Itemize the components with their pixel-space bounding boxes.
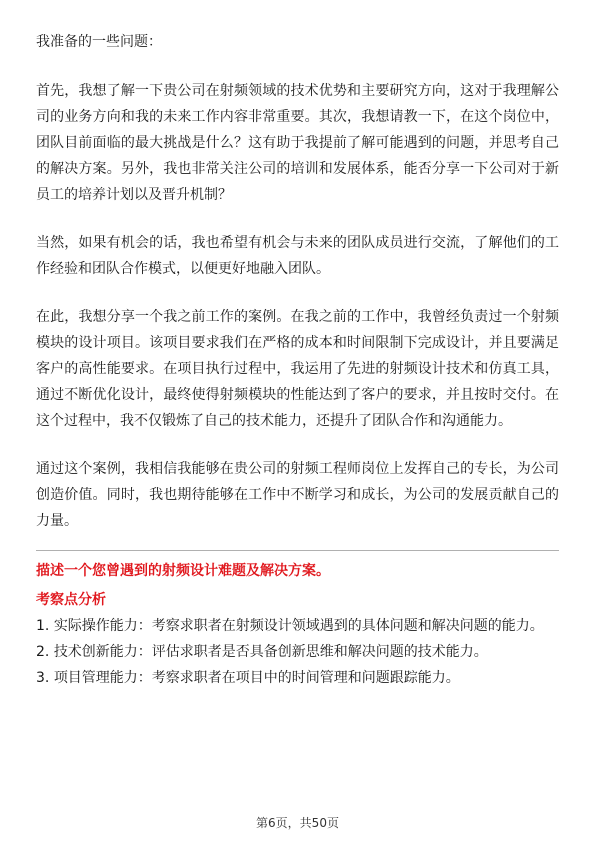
list-item-text: 技术创新能力：评估求职者是否具备创新思维和解决问题的技术能力。 [53, 644, 488, 660]
analysis-list [36, 613, 559, 691]
list-item-text: 项目管理能力：考察求职者在项目中的时间管理和问题跟踪能力。 [53, 670, 460, 686]
list-item [36, 613, 559, 639]
paragraph-questions: 首先，我想了解一下贵公司在射频领域的技术优势和主要研究方向，这对于我理解公司的业务方向和我的未来工作内容非常重要。其次，我想请教一下，在这个岗位中，团队目前面临的最大挑战是什么？这有助于我提前了解可能遇到的问题，并思考自己的解决方案。另外，我也非常关注公司的培训和发展体系，能否分享一下公司对于新员工的培养计划以及晋升机制？ [36, 83, 559, 203]
analysis-title: 考察点分析 [36, 592, 106, 608]
document-page [36, 30, 559, 691]
paragraph-team: 当然，如果有机会的话，我也希望有机会与未来的团队成员进行交流，了解他们的工作经验和团队合作模式，以便更好地融入团队。 [36, 235, 559, 277]
list-item-text: 实际操作能力：考察求职者在射频设计领域遇到的具体问题和解决问题的能力。 [53, 618, 544, 634]
intro-line: 我准备的一些问题： [36, 34, 162, 50]
list-item-number: 3. [36, 670, 54, 686]
section-divider [36, 550, 559, 551]
list-item [36, 665, 559, 691]
paragraph-case: 在此，我想分享一个我之前工作的案例。在我之前的工作中，我曾经负责过一个射频模块的设计项目。该项目要求我们在严格的成本和时间限制下完成设计，并且要满足客户的高性能要求。在项目执行过程中，我运用了先进的射频设计技术和仿真工具，通过不断优化设计，最终使得射频模块的性能达到了客户的要求，并且按时交付。在这个过程中，我不仅锻炼了自己的技术能力，还提升了团队合作和沟通能力。 [36, 309, 559, 429]
list-item-number: 1. [36, 618, 54, 634]
interview-question: 描述一个您曾遇到的射频设计难题及解决方案。 [36, 563, 330, 579]
list-item-number: 2. [36, 644, 54, 660]
paragraph-conclusion: 通过这个案例，我相信我能够在贵公司的射频工程师岗位上发挥自己的专长，为公司创造价值。同时，我也期待能够在工作中不断学习和成长，为公司的发展贡献自己的力量。 [36, 461, 559, 529]
page-footer: 第6页，共50页 [256, 816, 339, 830]
list-item [36, 639, 559, 665]
